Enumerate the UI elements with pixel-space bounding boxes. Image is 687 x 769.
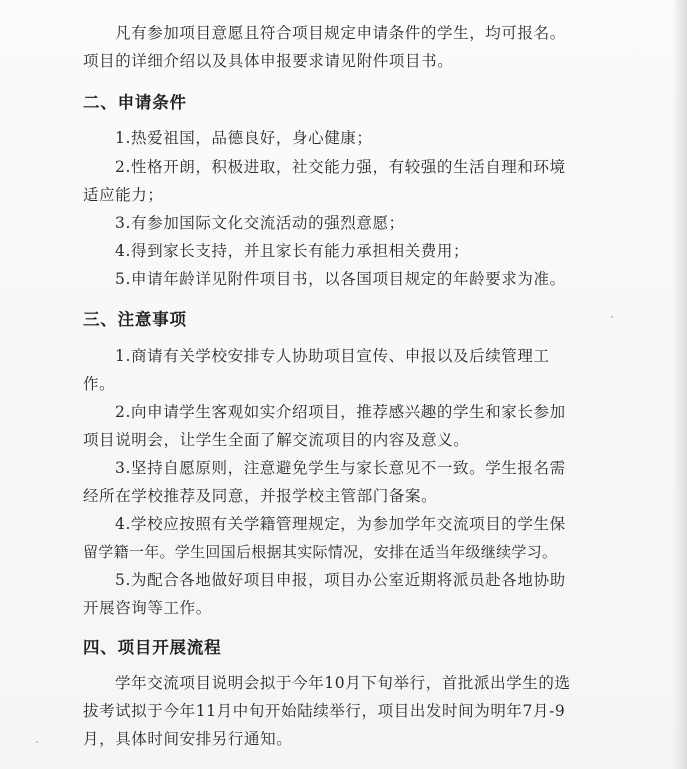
section-heading-notes: 三、注意事项 (83, 310, 187, 329)
condition-item-2-line-1: 2.性格开朗，积极进取，社交能力强，有较强的生活自理和环境 (115, 158, 566, 176)
notes-item-3-line-2: 经所在学校推荐及同意，并报学校主管部门备案。 (83, 487, 438, 505)
condition-item-4: 4.得到家长支持，并且家长有能力承担相关费用； (115, 242, 470, 260)
notes-item-1-line-2: 作。 (83, 375, 116, 393)
notes-item-4-line-1: 4.学校应按照有关学籍管理规定，为参加学年交流项目的学生保 (115, 515, 566, 533)
section-heading-project-process: 四、项目开展流程 (83, 638, 222, 657)
section-heading-application-conditions: 二、申请条件 (83, 93, 187, 112)
intro-line-1: 凡有参加项目意愿且符合项目规定申请条件的学生，均可报名。 (115, 24, 566, 42)
page-fold-shadow (672, 0, 687, 769)
scan-speck (36, 741, 38, 743)
condition-item-2-line-2: 适应能力； (83, 186, 164, 204)
process-para-line-2: 拔考试拟于今年11月中旬开始陆续举行，项目出发时间为明年7月-9 (83, 702, 566, 720)
condition-item-5: 5.申请年龄详见附件项目书，以各国项目规定的年龄要求为准。 (115, 270, 566, 288)
scan-speck (611, 316, 613, 318)
notes-item-4-line-2: 留学籍一年。学生回国后根据其实际情况，安排在适当年级继续学习。 (83, 543, 558, 561)
notes-item-2-line-1: 2.向申请学生客观如实介绍项目，推荐感兴趣的学生和家长参加 (115, 403, 566, 421)
notes-item-2-line-2: 项目说明会，让学生全面了解交流项目的内容及意义。 (83, 431, 470, 449)
notes-item-3-line-1: 3.坚持自愿原则，注意避免学生与家长意见不一致。学生报名需 (115, 459, 566, 477)
process-para-line-1: 学年交流项目说明会拟于今年10月下旬举行，首批派出学生的选 (115, 674, 571, 692)
condition-item-1: 1.热爱祖国，品德良好，身心健康； (115, 129, 373, 147)
intro-line-2: 项目的详细介绍以及具体申报要求请见附件项目书。 (83, 52, 454, 70)
notes-item-5-line-2: 开展咨询等工作。 (83, 599, 212, 617)
condition-item-3: 3.有参加国际文化交流活动的强烈意愿； (115, 214, 405, 232)
notes-item-1-line-1: 1.商请有关学校安排专人协助项目宣传、申报以及后续管理工 (115, 347, 550, 365)
process-para-line-3: 月，具体时间安排另行通知。 (83, 730, 293, 748)
notes-item-5-line-1: 5.为配合各地做好项目申报，项目办公室近期将派员赴各地协助 (115, 571, 566, 589)
